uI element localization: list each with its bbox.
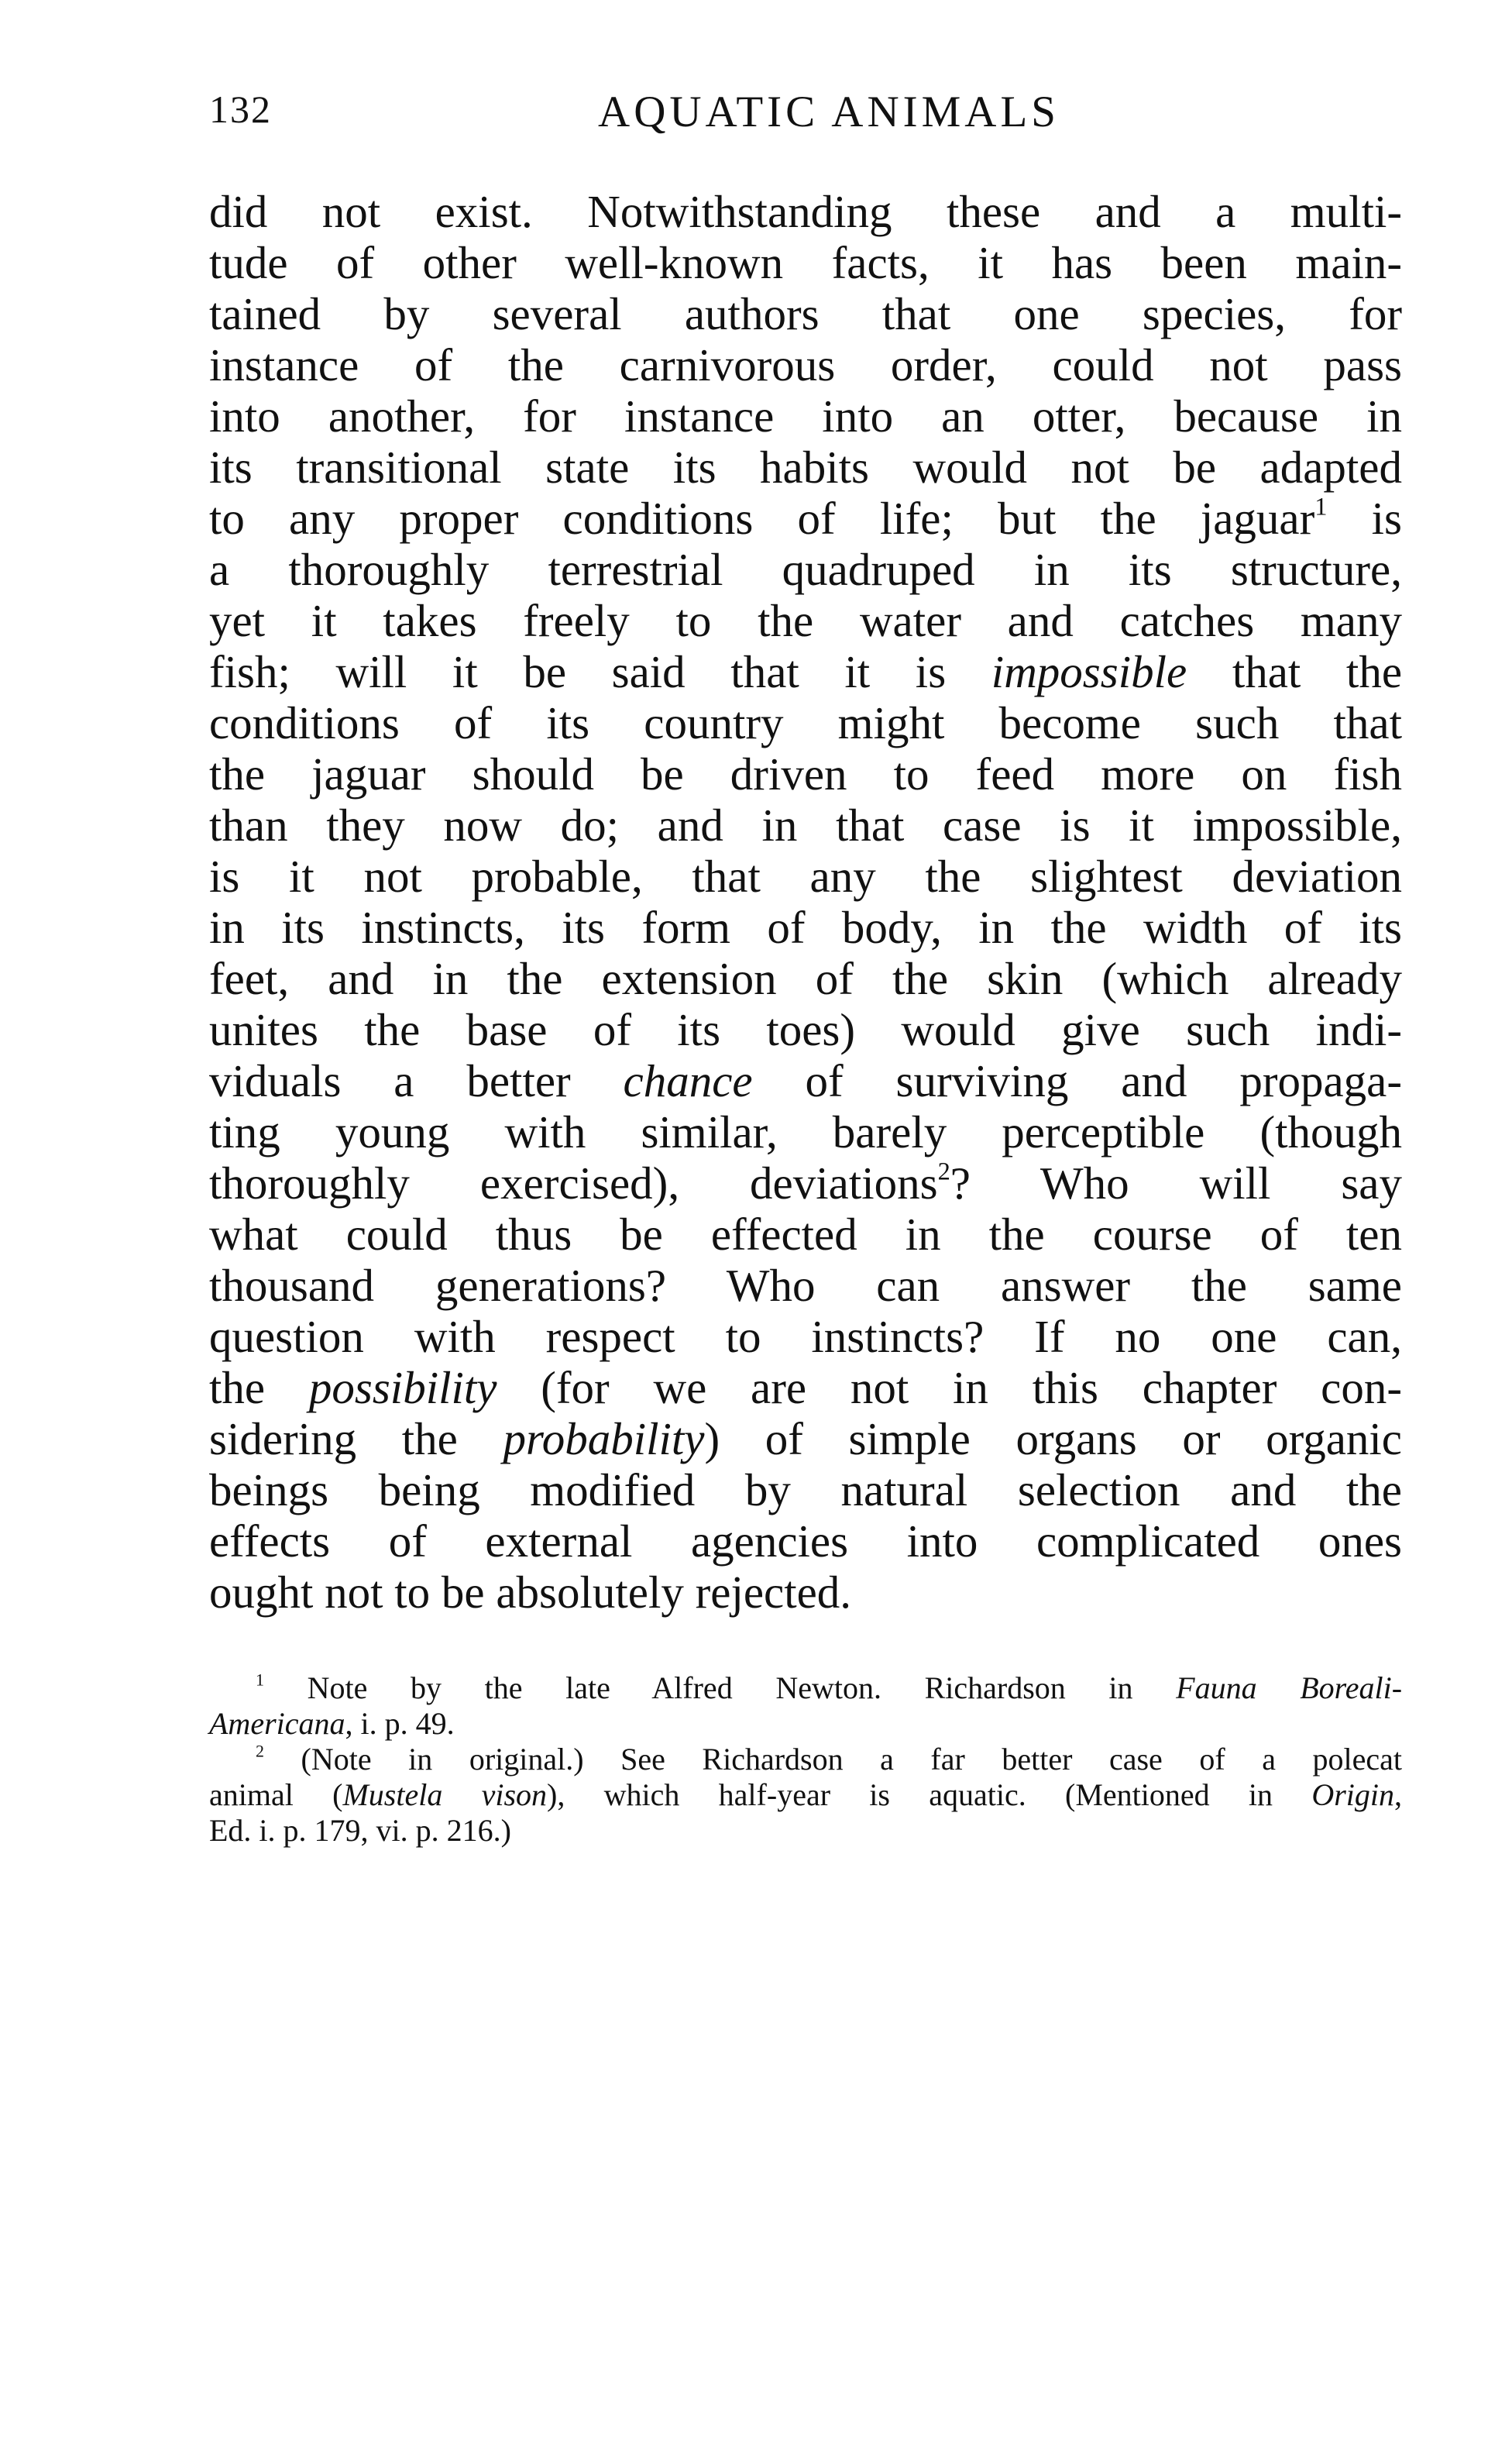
text-line: conditions of its country might become such that <box>209 697 1402 748</box>
text-line <box>209 493 1402 544</box>
text-line: than they now do; and in that case is it impossible, <box>209 800 1402 851</box>
footnote-1-cont <box>209 1706 1402 1742</box>
text-line: tude of other well-known facts, it has been main- <box>209 237 1402 288</box>
footnote-marker: 2 <box>256 1741 264 1761</box>
page-header <box>209 87 1402 149</box>
text-span: viduals a better <box>209 1055 624 1106</box>
text-line: yet it takes freely to the water and catches many <box>209 595 1402 646</box>
text-line: its transitional state its habits would not be adapted <box>209 442 1402 493</box>
footnote-text: animal ( <box>209 1777 343 1812</box>
text-span: ? Who will say <box>950 1157 1402 1209</box>
text-span: (for we are not in this chapter con- <box>497 1362 1402 1413</box>
text-span: to any proper conditions of life; but the jaguar <box>209 493 1315 544</box>
text-line: into another, for instance into an otter, because in <box>209 390 1402 442</box>
text-line <box>209 1413 1402 1464</box>
text-span: that the <box>1187 646 1403 697</box>
text-line <box>209 1055 1402 1106</box>
italic-text: probability <box>503 1413 705 1464</box>
text-line: is it not probable, that any the slightest deviation <box>209 851 1402 902</box>
text-span: thoroughly exercised), deviations <box>209 1157 938 1209</box>
text-line: a thoroughly terrestrial quadruped in its structure, <box>209 544 1402 595</box>
italic-text: impossible <box>991 646 1187 697</box>
text-span: sidering the <box>209 1413 503 1464</box>
text-line: beings being modified by natural selection and the <box>209 1464 1402 1515</box>
text-span: fish; will it be said that it is <box>209 646 991 697</box>
footnote-text: , <box>1394 1777 1403 1812</box>
footnote-text: , i. p. 49. <box>345 1706 455 1741</box>
text-line: tained by several authors that one species, for <box>209 288 1402 339</box>
footnote-1 <box>209 1670 1402 1706</box>
running-title: AQUATIC ANIMALS <box>598 88 1060 136</box>
text-line: what could thus be effected in the course of ten <box>209 1209 1402 1260</box>
text-span: is <box>1327 493 1402 544</box>
text-line <box>209 646 1402 697</box>
text-line: instance of the carnivorous order, could not pass <box>209 339 1402 390</box>
text-line: ting young with similar, barely perceptible (though <box>209 1106 1402 1157</box>
text-line <box>209 1362 1402 1413</box>
text-line: ought not to be absolutely rejected. <box>209 1567 852 1618</box>
footnote-2 <box>209 1742 1402 1777</box>
italic-text: Mustela vison <box>342 1777 548 1812</box>
italic-text: Fauna Boreali- <box>1176 1670 1403 1705</box>
body-text <box>209 186 1402 1618</box>
italic-text: possibility <box>308 1362 497 1413</box>
text-line: question with respect to instincts? If no one can, <box>209 1311 1402 1362</box>
text-span: of surviving and propaga- <box>752 1055 1402 1106</box>
footnotes <box>209 1670 1402 1849</box>
text-line: in its instincts, its form of body, in the width of its <box>209 902 1402 953</box>
text-span: ) of simple organs or organic <box>704 1413 1402 1464</box>
page-number: 132 <box>209 88 272 131</box>
footnote-2-cont: Ed. i. p. 179, vi. p. 216.) <box>209 1813 511 1848</box>
italic-text: chance <box>623 1055 753 1106</box>
text-line: feet, and in the extension of the skin (which already <box>209 953 1402 1004</box>
text-line: effects of external agencies into complicated ones <box>209 1515 1402 1567</box>
text-line: the jaguar should be driven to feed more on fish <box>209 748 1402 800</box>
text-line: thousand generations? Who can answer the same <box>209 1260 1402 1311</box>
footnote-text: ), which half-year is aquatic. (Mentioned in <box>547 1777 1312 1812</box>
footnote-ref: 1 <box>1314 493 1328 521</box>
footnote-marker: 1 <box>256 1670 264 1690</box>
footnote-text: (Note in original.) See Richardson a far better case of a polecat <box>301 1742 1402 1777</box>
italic-text: Americana <box>209 1706 345 1741</box>
footnote-2-cont <box>209 1777 1402 1813</box>
text-line: did not exist. Notwithstanding these and a multi- <box>209 186 1402 237</box>
italic-text: Origin <box>1311 1777 1395 1812</box>
footnote-text: Note by the late Alfred Newton. Richardson in <box>307 1670 1177 1705</box>
footnote-ref: 2 <box>937 1157 950 1186</box>
text-line <box>209 1157 1402 1209</box>
text-line: unites the base of its toes) would give such indi- <box>209 1004 1402 1055</box>
text-span: the <box>209 1362 309 1413</box>
